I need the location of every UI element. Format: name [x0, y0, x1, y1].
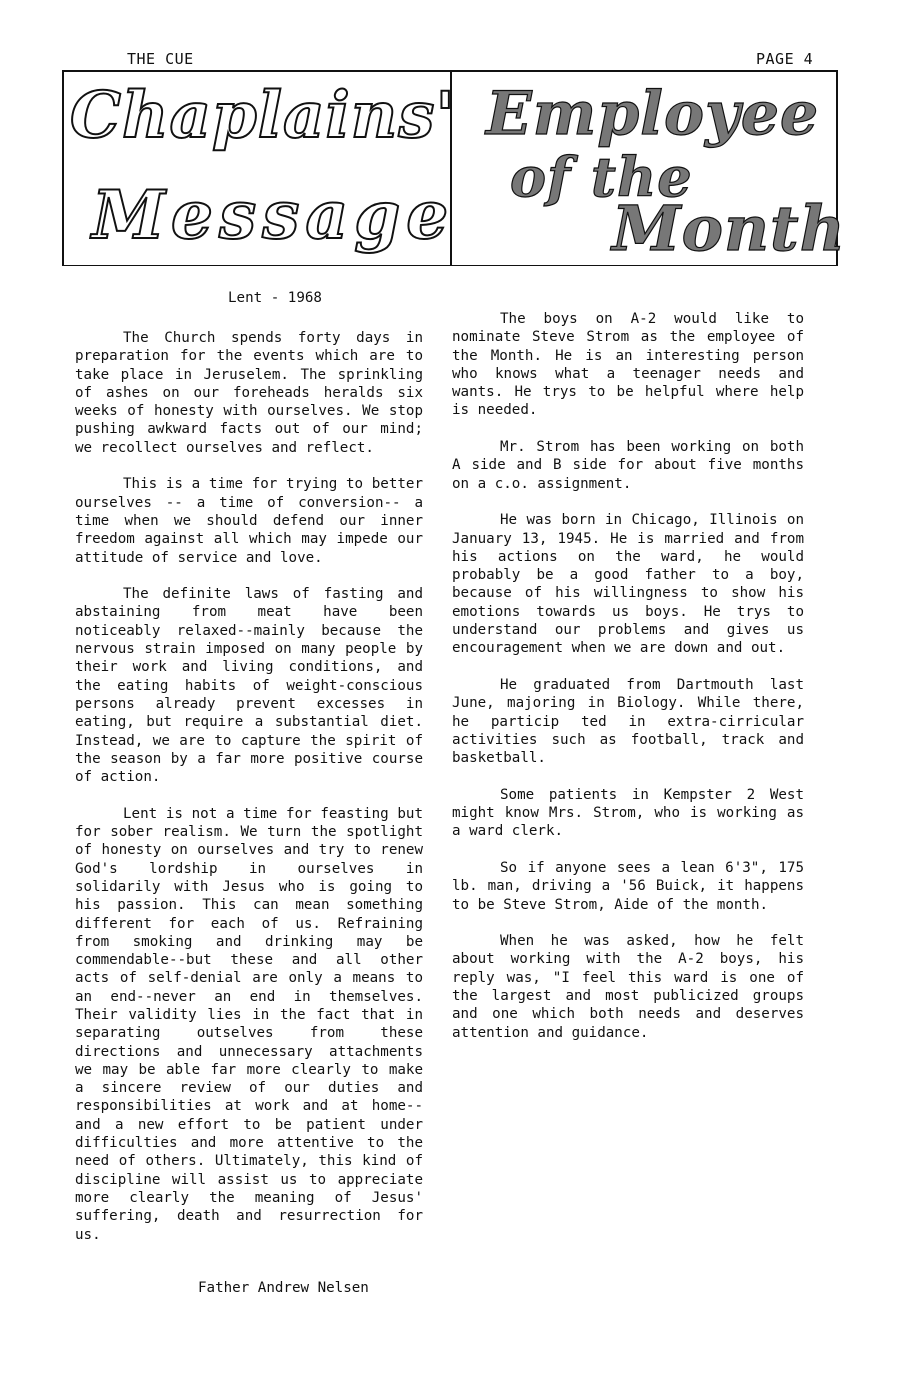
chaplain-paragraph: This is a time for trying to better ourselves -- a time of conversion-- a time when we should defend our inner freedom against all which may impede our attitude of service and love.: [75, 476, 423, 566]
employee-title-line2: of the: [510, 145, 693, 209]
employee-paragraph: So if anyone sees a lean 6'3", 175 lb. man, driving a '56 Buick, it happens to be Steve Strom, Aide of the month.: [452, 859, 804, 913]
chaplain-message-column: [75, 329, 423, 1262]
chaplain-paragraph: Lent is not a time for feasting but for sober realism. We turn the spotlight of honesty on ourselves and try to renew God's lordship in ourselves in solidarily with Jesus who is going to his passion. This can mean something different for each of us. Refraining from smoking and drinking may be commendable--but these and all other acts of self-denial are only a means to an end--never an end in themselves. Their validity lies in the fact that in separating outselves from these directions and unnecessary attachments we may be able far more clearly to make a sincere review of our duties and responsibilities at work and at home--and a new effort to be patient under difficulties and more attentive to the need of others. Ultimately, this kind of discipline will assist us to appreciate more clearly the meaning of Jesus' suffering, death and resurrection for us.: [75, 805, 423, 1243]
employee-paragraph: Mr. Strom has been working on both A side and B side for about five months on a c.o. assignment.: [452, 439, 804, 492]
chaplain-paragraph: The Church spends forty days in preparation for the events which are to take place in Jeruselem. The sprinkling of ashes on our foreheads heralds six weeks of honesty with ourselves. We stop pushing awkward facts out of our mind; we recollect ourselves and reflect.: [75, 330, 423, 456]
employee-title-line3: Month: [612, 192, 846, 265]
chaplain-heading: Lent - 1968: [228, 290, 322, 306]
newsletter-name: THE CUE: [127, 50, 194, 68]
chaplains-title-line1: Chaplains': [70, 78, 456, 153]
employee-paragraph: The boys on A-2 would like to nominate Steve Strom as the employee of the Month. He is an interesting person who knows what a teenager needs and wants. He trys to be helpful where help is needed.: [452, 311, 804, 419]
chaplain-paragraph: The definite laws of fasting and abstaining from meat have been noticeably relaxed--mainly because the nervous strain imposed on many people by their work and living conditions, and the eating habits of weight-conscious persons already prevent excesses in eating, but require a substantial diet. Instead, we are to capture the spirit of the season by a far more positive course of action.: [75, 586, 423, 786]
chaplains-title-line2: Message: [92, 176, 455, 254]
employee-paragraph: He was born in Chicago, Illinois on January 13, 1945. He is married and from his actions on the ward, he would probably be a good father to a boy, because of his willingness to show his emotions towards us boys. He trys to understand our problems and gives us encouragement when we are down and out.: [452, 512, 804, 657]
page-number: PAGE 4: [756, 50, 814, 68]
employee-paragraph: He graduated from Dartmouth last June, majoring in Biology. While there, he particip ted in extra-cirricular activities such as football, track and basketball.: [452, 676, 804, 767]
title-banner: [62, 70, 846, 266]
employee-paragraph: Some patients in Kempster 2 West might know Mrs. Strom, who is working as a ward clerk.: [452, 786, 804, 840]
employee-title-line1: Employee: [486, 79, 820, 149]
employee-paragraph: When he was asked, how he felt about working with the A-2 boys, his reply was, "I feel this ward is one of the largest and most publicized groups and one which both needs and deserves attention and guidance.: [452, 933, 804, 1041]
employee-article-column: [452, 310, 804, 1060]
chaplain-signature: Father Andrew Nelsen: [198, 1280, 369, 1296]
